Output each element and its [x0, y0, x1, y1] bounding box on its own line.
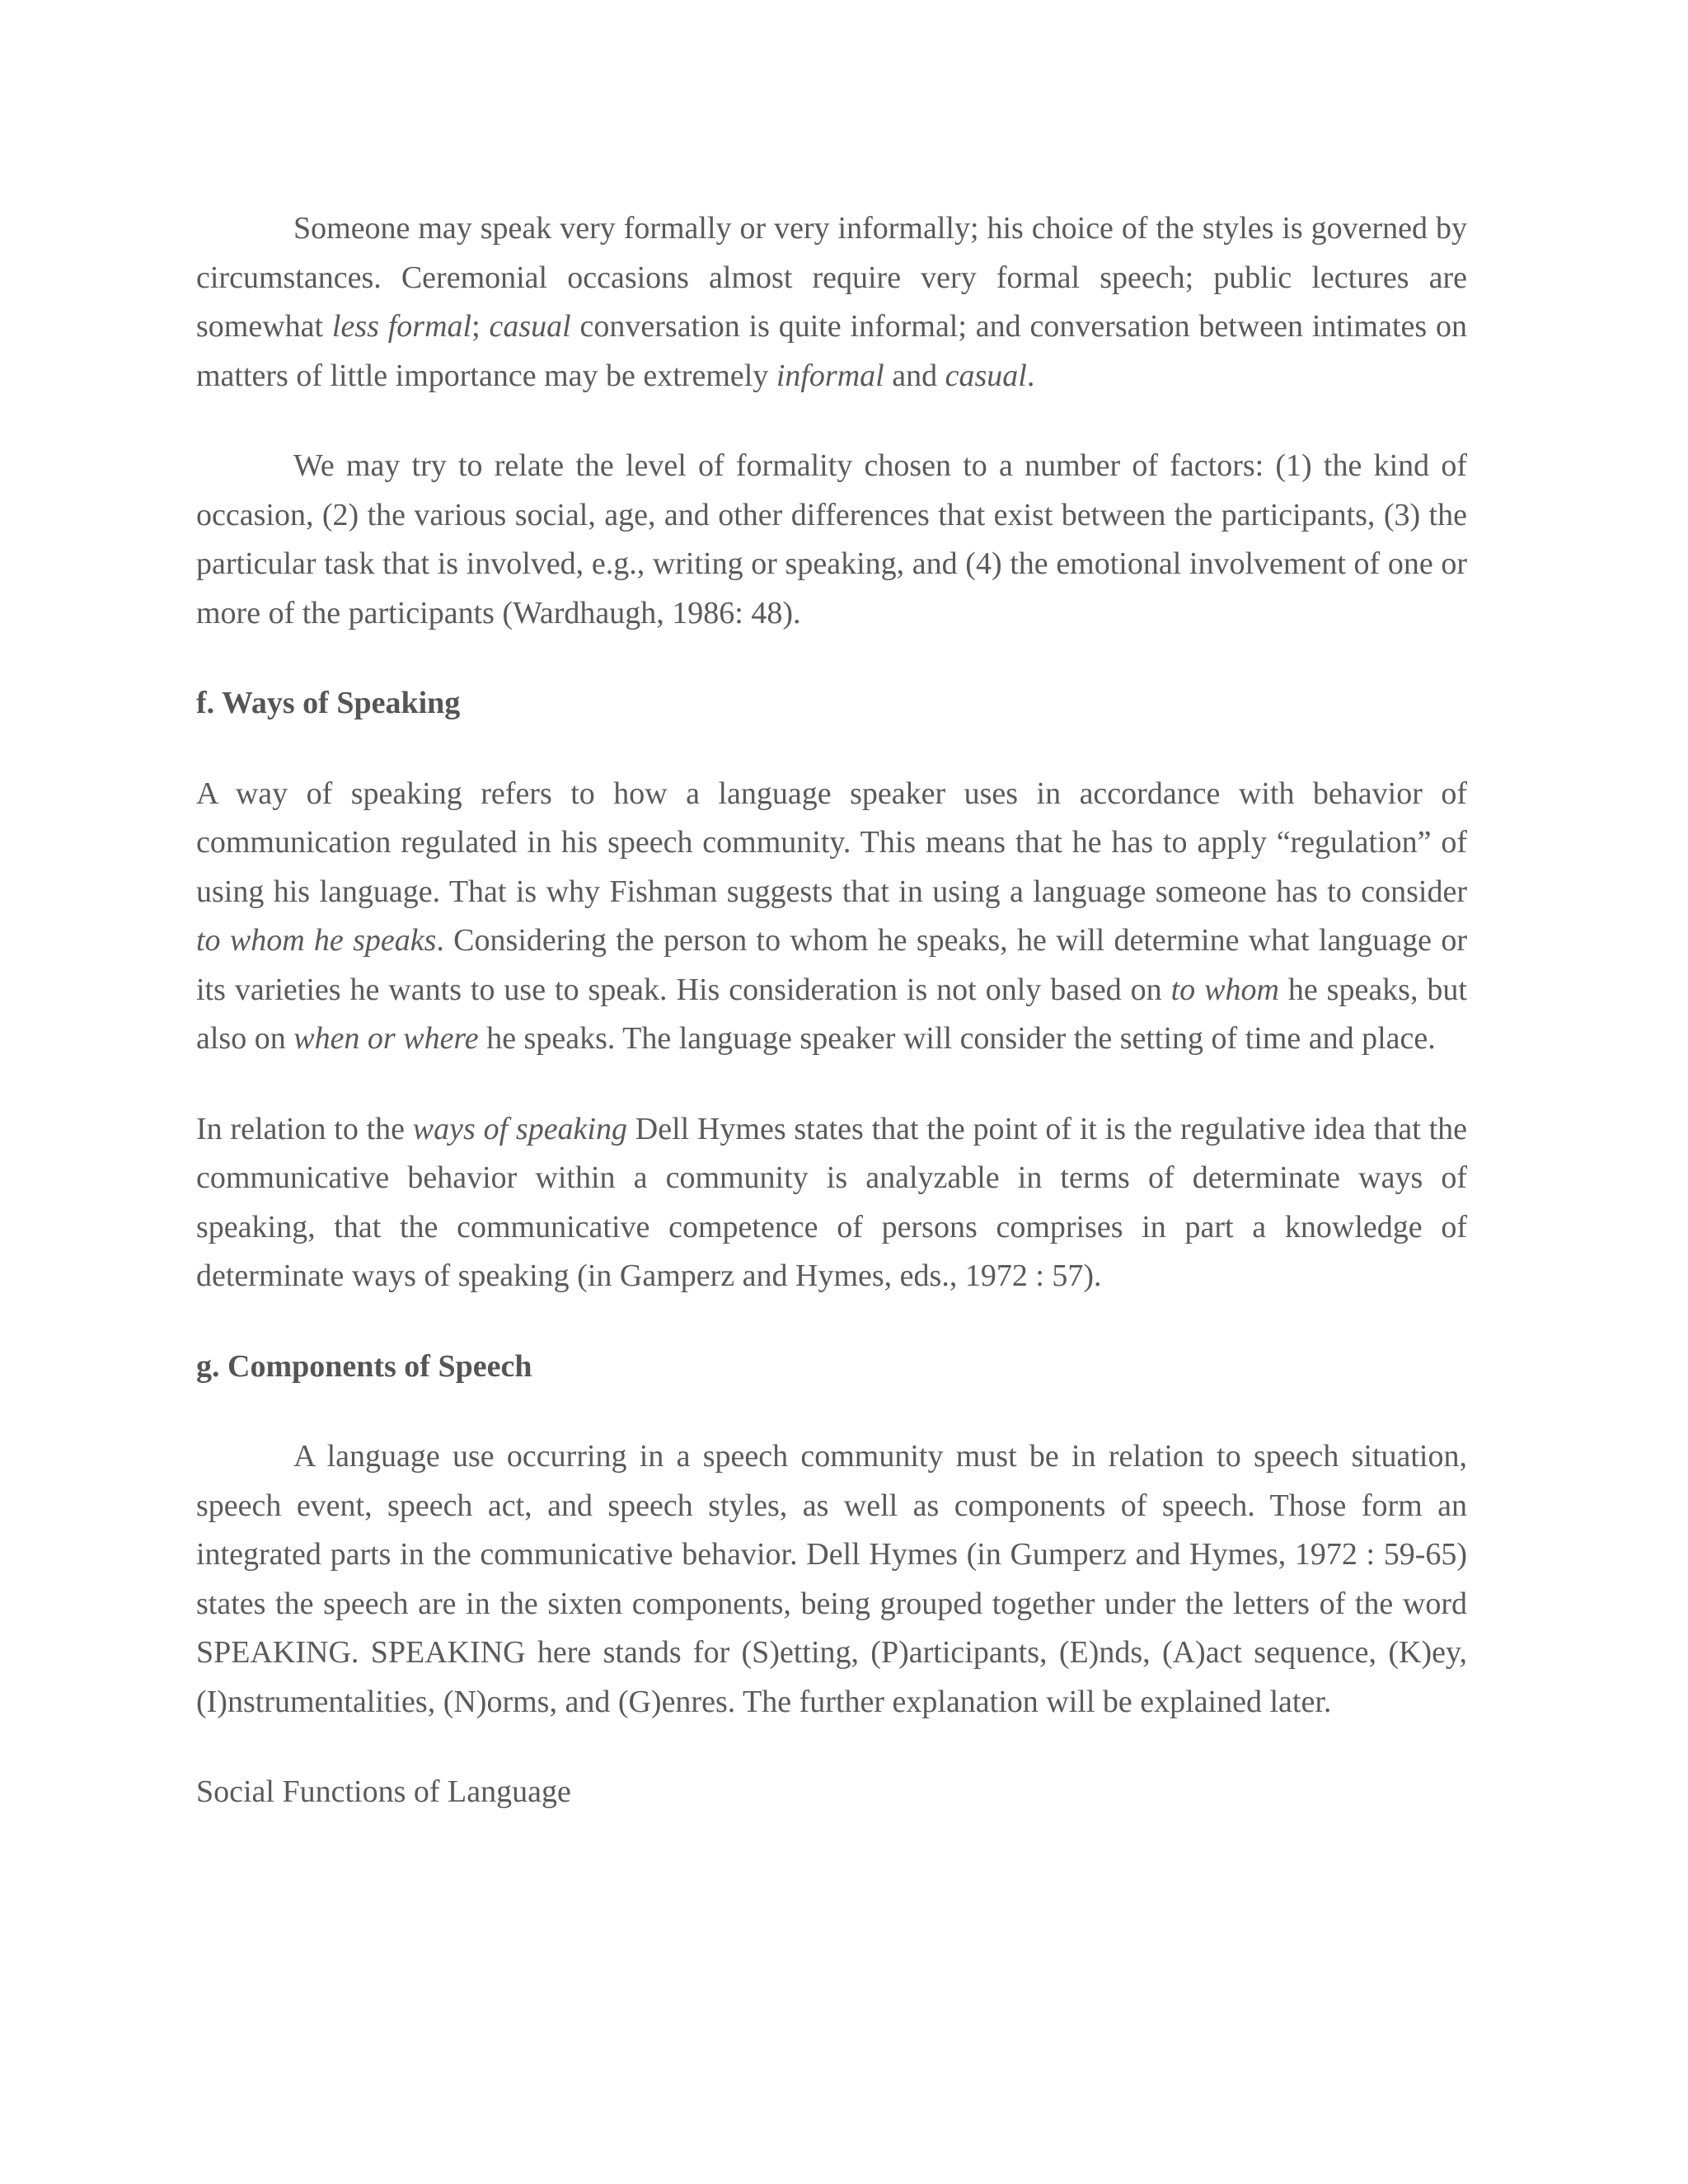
- section-heading-ways-of-speaking: f. Ways of Speaking: [196, 686, 461, 720]
- italic-run: to whom: [1170, 972, 1279, 1007]
- italic-run: informal: [776, 358, 884, 393]
- text-run: In relation to the: [196, 1111, 413, 1146]
- italic-run: to whom he speaks: [196, 923, 437, 958]
- paragraph-formality-styles: [196, 204, 1467, 401]
- paragraph-components-of-speech: A language use occurring in a speech community must be in relation to speech situation, speech event, speech act, and speech styles, as well as components of speech. Those form an integrated parts in the communicative behavior. Dell Hymes (in Gumperz and Hymes, 1972 : 59-65) states the speech are in the sixten components, being grouped together under the letters of the word SPEAKING. SPEAKING here stands for (S)etting, (P)articipants, (E)nds, (A)act sequence, (K)ey, (I)nstrumentalities, (N)orms, and (G)enres. The further explanation will be explained later.: [196, 1439, 1467, 1719]
- text-run: conversation is quite informal; and conversation between intimates on matters of little importance may be extremely: [196, 309, 1468, 393]
- text-run: ;: [471, 309, 490, 344]
- section-heading-social-functions: Social Functions of Language: [196, 1774, 571, 1809]
- paragraph-formality-factors: We may try to relate the level of formality chosen to a number of factors: (1) the kind of occasion, (2) the various social, age, and other differences that exist between the participants, (3) the particular task that is involved, e.g., writing or speaking, and (4) the emotional involvement of one or more of the participants (Wardhaugh, 1986: 48).: [196, 448, 1467, 630]
- text-run: he speaks, but also on: [196, 972, 1467, 1056]
- text-run: A way of speaking refers to how a language speaker uses in accordance with behavior of communication regulated in his speech community. This means that he has to apply “regulation” of using his language. That is why Fishman suggests that in using a language someone has to consider: [196, 776, 1467, 909]
- text-run: .: [1026, 358, 1035, 393]
- text-run: and: [884, 358, 945, 393]
- text-run: Someone may speak very formally or very informally; his choice of the styles is governed by circumstances. Ceremonial occasions almost require very formal speech; public lectures are somewhat: [196, 211, 1467, 344]
- italic-run: when or where: [293, 1021, 479, 1056]
- italic-run: less formal: [331, 309, 472, 344]
- italic-run: ways of speaking: [412, 1111, 627, 1146]
- text-run: Dell Hymes states that the point of it is the regulative idea that the communicative behavior within a community is analyzable in terms of determinate ways of speaking, that the communicative competence of persons comprises in part a knowledge of determinate ways of speaking (in Gamperz and Hymes, eds., 1972 : 57).: [196, 1111, 1467, 1293]
- italic-run: casual: [489, 309, 571, 344]
- text-run: . Considering the person to whom he speaks, he will determine what language or its varieties he wants to use to speak. His consideration is not only based on: [196, 923, 1467, 1007]
- paragraph-dell-hymes-ways: [196, 1105, 1467, 1301]
- paragraph-way-of-speaking: [196, 770, 1467, 1064]
- text-run: he speaks. The language speaker will consider the setting of time and place.: [478, 1021, 1436, 1056]
- document-page: [196, 204, 1467, 1817]
- section-heading-components-of-speech: g. Components of Speech: [196, 1348, 532, 1384]
- italic-run: casual: [945, 358, 1027, 393]
